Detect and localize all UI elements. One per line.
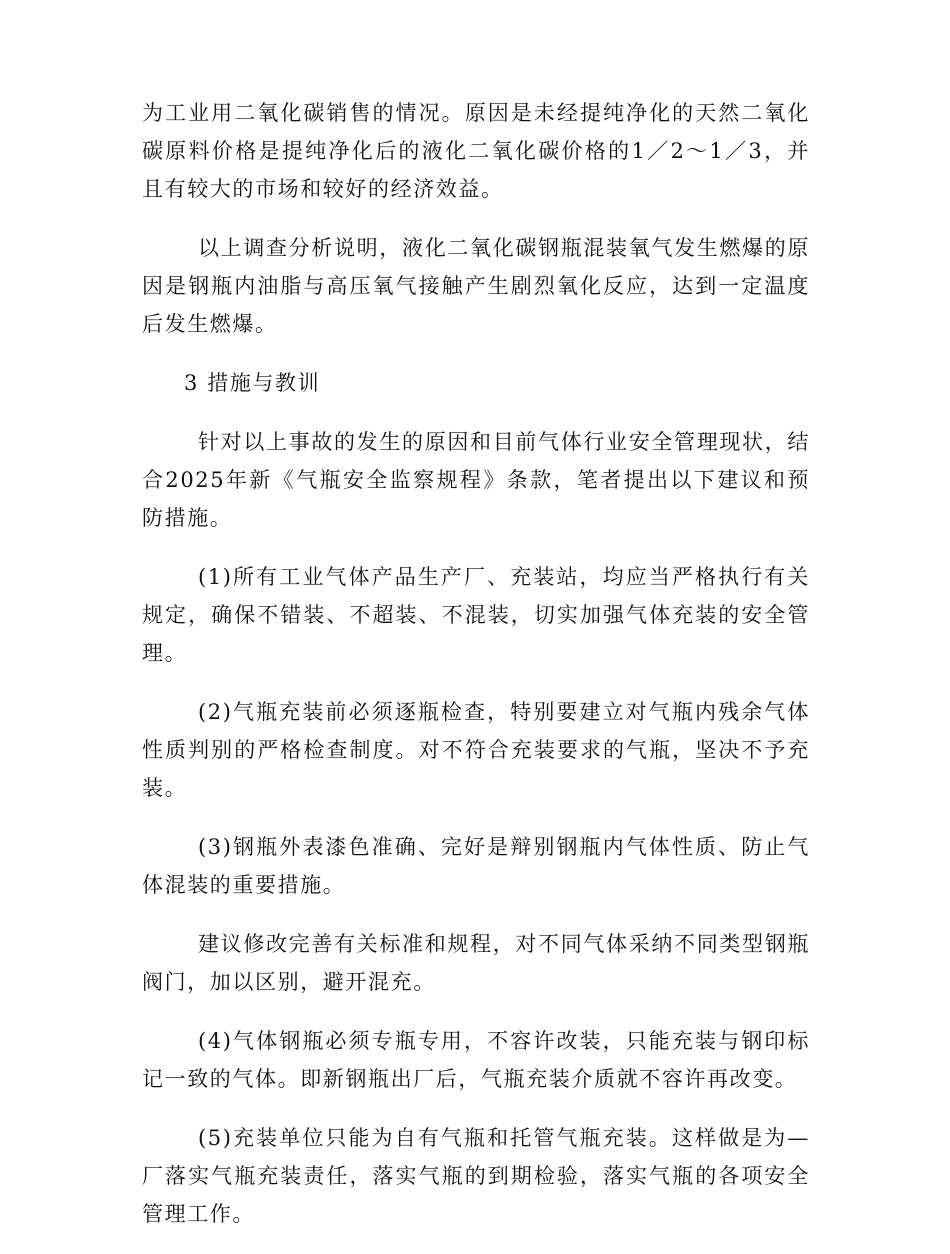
paragraph-measure-3: (3)钢瓶外表漆色准确、完好是辩别钢瓶内气体性质、防止气体混装的重要措施。 — [142, 835, 810, 897]
paragraph-measure-5: (5)充装单位只能为自有气瓶和托管气瓶充装。这样做是为—厂落实气瓶充装责任，落实气瓶的到期检验，落实气瓶的各项安全管理工作。 — [142, 1126, 810, 1226]
paragraph-measure-1: (1)所有工业气体产品生产厂、充装站，均应当严格执行有关规定，确保不错装、不超装、不混装，切实加强气体充装的安全管理。 — [142, 565, 810, 665]
paragraph-measure-4: (4)气体钢瓶必须专瓶专用，不容许改装，只能充装与钢印标记一致的气体。即新钢瓶出厂后，气瓶充装介质就不容许再改变。 — [142, 1029, 810, 1091]
section-heading-measures: 3 措施与教训 — [184, 371, 321, 395]
paragraph-measures-intro: 针对以上事故的发生的原因和目前气体行业安全管理现状，结合2025年新《气瓶安全监察规程》条款，笔者提出以下建议和预防措施。 — [142, 430, 810, 530]
paragraph-valve-suggestion: 建议修改完善有关标准和规程，对不同气体采纳不同类型钢瓶阀门，加以区别，避开混充。 — [142, 932, 810, 994]
paragraph-measure-2: (2)气瓶充装前必须逐瓶检查，特别要建立对气瓶内残余气体性质判别的严格检查制度。对不符合充装要求的气瓶，坚决不予充装。 — [142, 700, 810, 800]
paragraph-analysis-conclusion: 以上调查分析说明，液化二氧化碳钢瓶混装氧气发生燃爆的原因是钢瓶内油脂与高压氧气接触产生剧烈氧化反应，达到一定温度后发生燃爆。 — [142, 236, 810, 336]
document-page — [142, 94, 810, 1254]
paragraph-co2-sales: 为工业用二氧化碳销售的情况。原因是未经提纯净化的天然二氧化碳原料价格是提纯净化后的液化二氧化碳价格的1／2～1／3，并且有较大的市场和较好的经济效益。 — [142, 101, 810, 201]
